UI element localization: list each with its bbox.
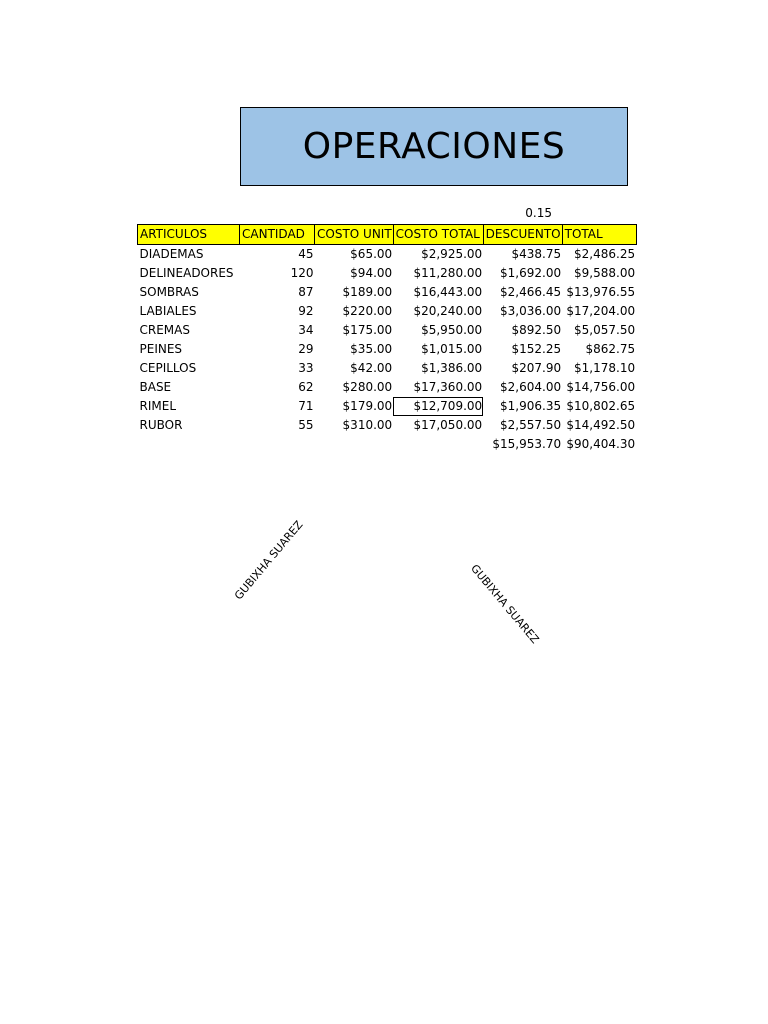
cell-costo-unit[interactable]: $189.00 [342, 285, 393, 299]
cell-descuento[interactable]: $892.50 [511, 323, 562, 337]
discount-rate-cell[interactable]: 0.15 [525, 206, 552, 220]
totals-row [138, 435, 637, 454]
cell-articulo[interactable]: PEINES [139, 342, 183, 356]
cell-costo-unit[interactable]: $179.00 [342, 399, 393, 413]
cell-total[interactable]: $17,204.00 [566, 304, 636, 318]
cell-costo-total[interactable]: $16,443.00 [413, 285, 483, 299]
cell-costo-unit[interactable]: $280.00 [342, 380, 393, 394]
cell-costo-total[interactable]: $20,240.00 [413, 304, 483, 318]
cell-articulo[interactable]: BASE [139, 380, 172, 394]
header-descuento[interactable]: DESCUENTO [483, 225, 562, 245]
cell-descuento[interactable]: $2,466.45 [500, 285, 562, 299]
page-title: OPERACIONES [240, 107, 628, 186]
cell-cantidad[interactable]: 71 [298, 399, 314, 413]
cell-descuento[interactable]: $438.75 [511, 247, 562, 261]
cell-descuento[interactable]: $2,557.50 [500, 418, 562, 432]
cell-costo-unit[interactable]: $42.00 [350, 361, 393, 375]
cell-total[interactable]: $5,057.50 [574, 323, 636, 337]
cell-articulo[interactable]: DIADEMAS [139, 247, 204, 261]
signature-left: GUBIXHA SUAREZ [232, 518, 306, 603]
cell-cantidad[interactable]: 45 [298, 247, 314, 261]
cell-cantidad[interactable]: 87 [298, 285, 314, 299]
cell-total[interactable]: $14,756.00 [566, 380, 636, 394]
cell-costo-unit[interactable]: $94.00 [350, 266, 393, 280]
cell-articulo[interactable]: CREMAS [139, 323, 190, 337]
table-row [138, 321, 637, 340]
signature-right: GUBIXHA SUAREZ [468, 562, 542, 647]
cell-articulo[interactable]: RIMEL [139, 399, 176, 413]
total-descuento[interactable]: $15,953.70 [492, 437, 562, 451]
cell-costo-unit[interactable]: $175.00 [342, 323, 393, 337]
cell-costo-total-selected[interactable]: $12,709.00 [393, 397, 483, 416]
cell-total[interactable]: $13,976.55 [566, 285, 636, 299]
empty-cell[interactable] [315, 435, 394, 454]
cell-costo-unit[interactable]: $65.00 [350, 247, 393, 261]
header-costo-total[interactable]: COSTO TOTAL [393, 225, 483, 245]
cell-descuento[interactable]: $1,906.35 [500, 399, 562, 413]
table-row [138, 416, 637, 435]
empty-cell[interactable] [393, 435, 483, 454]
header-row [138, 225, 637, 245]
table-row [138, 264, 637, 283]
cell-articulo[interactable]: SOMBRAS [139, 285, 199, 299]
cell-costo-total[interactable]: $11,280.00 [413, 266, 483, 280]
cell-cantidad[interactable]: 92 [298, 304, 314, 318]
table-row [138, 397, 637, 416]
header-total[interactable]: TOTAL [562, 225, 636, 245]
cell-costo-total[interactable]: $2,925.00 [421, 247, 483, 261]
header-articulos[interactable]: ARTICULOS [138, 225, 240, 245]
header-costo-unit[interactable]: COSTO UNIT [315, 225, 394, 245]
cell-descuento[interactable]: $1,692.00 [500, 266, 562, 280]
cell-descuento[interactable]: $2,604.00 [500, 380, 562, 394]
cell-total[interactable]: $1,178.10 [574, 361, 636, 375]
cell-total[interactable]: $862.75 [585, 342, 636, 356]
cell-articulo[interactable]: CEPILLOS [139, 361, 197, 375]
cell-descuento[interactable]: $3,036.00 [500, 304, 562, 318]
cell-costo-total[interactable]: $1,386.00 [421, 361, 483, 375]
cell-costo-unit[interactable]: $310.00 [342, 418, 393, 432]
cell-cantidad[interactable]: 62 [298, 380, 314, 394]
cell-costo-unit[interactable]: $35.00 [350, 342, 393, 356]
empty-cell[interactable] [138, 435, 240, 454]
table-row [138, 340, 637, 359]
cell-costo-total[interactable]: $5,950.00 [421, 323, 483, 337]
grand-total[interactable]: $90,404.30 [566, 437, 636, 451]
cell-articulo[interactable]: RUBOR [139, 418, 183, 432]
cell-total[interactable]: $9,588.00 [574, 266, 636, 280]
cell-total[interactable]: $2,486.25 [574, 247, 636, 261]
cell-total[interactable]: $10,802.65 [566, 399, 636, 413]
cell-total[interactable]: $14,492.50 [566, 418, 636, 432]
cell-cantidad[interactable]: 55 [298, 418, 314, 432]
table-row [138, 359, 637, 378]
cell-costo-unit[interactable]: $220.00 [342, 304, 393, 318]
cell-articulo[interactable]: DELINEADORES [139, 266, 234, 280]
cell-costo-total[interactable]: $17,050.00 [413, 418, 483, 432]
cell-cantidad[interactable]: 120 [290, 266, 314, 280]
table-row [138, 302, 637, 321]
empty-cell[interactable] [240, 435, 315, 454]
cell-cantidad[interactable]: 29 [298, 342, 314, 356]
table-row [138, 378, 637, 397]
header-cantidad[interactable]: CANTIDAD [240, 225, 315, 245]
cell-descuento[interactable]: $207.90 [511, 361, 562, 375]
cell-cantidad[interactable]: 33 [298, 361, 314, 375]
cell-cantidad[interactable]: 34 [298, 323, 314, 337]
cell-descuento[interactable]: $152.25 [511, 342, 562, 356]
cell-articulo[interactable]: LABIALES [139, 304, 197, 318]
operations-table [137, 224, 637, 454]
cell-costo-total[interactable]: $17,360.00 [413, 380, 483, 394]
table-row [138, 283, 637, 302]
cell-costo-total[interactable]: $1,015.00 [421, 342, 483, 356]
table-row [138, 245, 637, 265]
